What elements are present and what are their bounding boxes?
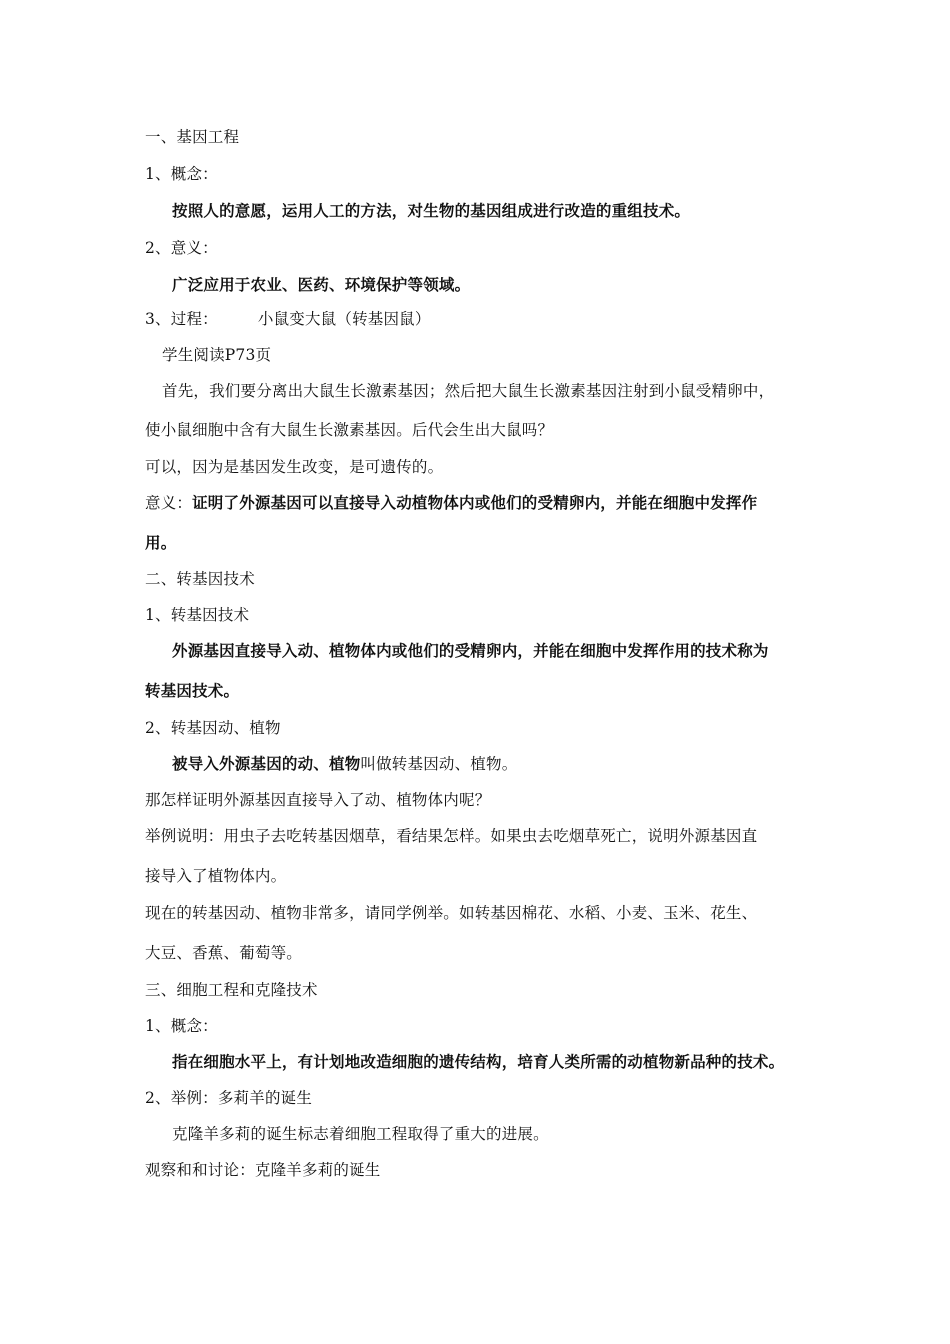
reading-assignment: 学生阅读P73页 — [162, 346, 272, 364]
paragraph-line: 首先，我们要分离出大鼠生长激素基因；然后把大鼠生长激素基因注射到小鼠受精卵中， — [162, 382, 775, 400]
paragraph-line: 接导入了植物体内。 — [145, 867, 287, 885]
subheading-example: 2、举例：多莉羊的诞生 — [145, 1089, 313, 1107]
process-example: 小鼠变大鼠（转基因鼠） — [257, 310, 431, 328]
significance-statement: 证明了外源基因可以直接导入动植物体内或他们的受精卵内，并能在细胞中发挥作 — [192, 493, 758, 512]
significance-label: 意义： — [145, 494, 193, 512]
paragraph-line: 使小鼠细胞中含有大鼠生长激素基因。后代会生出大鼠吗？ — [145, 421, 554, 439]
transgenic-definition-cont: 转基因技术。 — [145, 681, 240, 700]
subheading-process — [145, 309, 431, 329]
process-label: 3、过程： — [145, 310, 218, 328]
paragraph-line: 克隆羊多莉的诞生标志着细胞工程取得了重大的进展。 — [172, 1125, 549, 1143]
paragraph-line: 可以，因为是基因发生改变，是可遗传的。 — [145, 458, 444, 476]
paragraph-line: 观察和和讨论：克隆羊多莉的诞生 — [145, 1161, 381, 1179]
paragraph-line: 大豆、香蕉、葡萄等。 — [145, 944, 303, 962]
cell-engineering-definition: 指在细胞水平上，有计划地改造细胞的遗传结构，培育人类所需的动植物新品种的技术。 — [172, 1052, 785, 1071]
subheading-transgenic-technology: 1、转基因技术 — [145, 606, 250, 624]
subheading-concept: 1、概念： — [145, 165, 218, 183]
concept-definition: 按照人的意愿，运用人工的方法，对生物的基因组成进行改造的重组技术。 — [172, 201, 691, 220]
paragraph-line: 用。 — [145, 533, 177, 552]
subheading-significance: 2、意义： — [145, 239, 218, 257]
experiment-significance — [145, 493, 757, 513]
plain-phrase: 叫做转基因动、植物。 — [360, 755, 518, 773]
heading-gene-engineering: 一、基因工程 — [145, 128, 240, 146]
heading-transgenic-technology: 二、转基因技术 — [145, 570, 255, 588]
bold-phrase: 被导入外源基因的动、植物 — [172, 754, 361, 773]
paragraph-line: 举例说明：用虫子去吃转基因烟草，看结果怎样。如果虫去吃烟草死亡，说明外源基因直 — [145, 827, 758, 845]
heading-cell-engineering: 三、细胞工程和克隆技术 — [145, 981, 318, 999]
significance-text: 广泛应用于农业、医药、环境保护等领域。 — [172, 275, 471, 294]
transgenic-organisms-definition — [172, 754, 517, 774]
subheading-concept: 1、概念： — [145, 1017, 218, 1035]
paragraph-line: 现在的转基因动、植物非常多，请同学例举。如转基因棉花、水稻、小麦、玉米、花生、 — [145, 904, 758, 922]
paragraph-line: 那怎样证明外源基因直接导入了动、植物体内呢？ — [145, 791, 491, 809]
transgenic-definition: 外源基因直接导入动、植物体内或他们的受精卵内，并能在细胞中发挥作用的技术称为 — [172, 641, 769, 660]
subheading-transgenic-organisms: 2、转基因动、植物 — [145, 719, 281, 737]
